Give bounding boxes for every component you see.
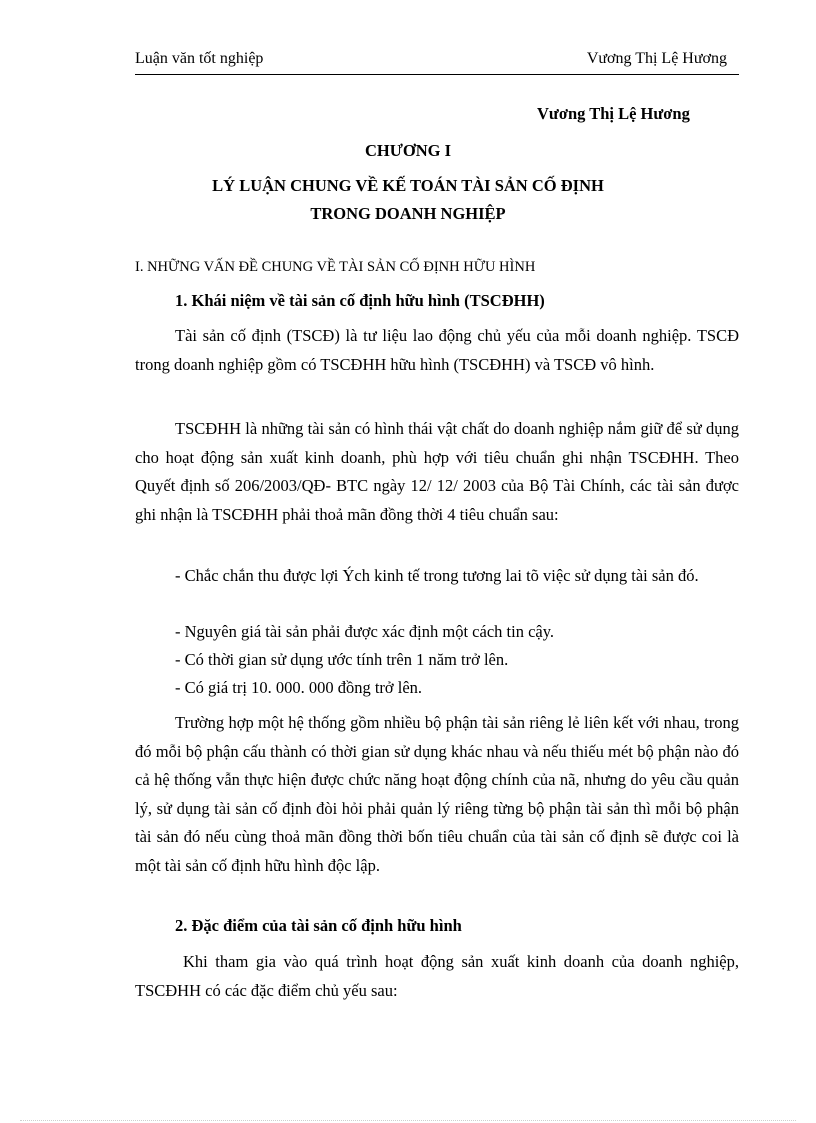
paragraph-1: Tài sản cố định (TSCĐ) là tư liệu lao động chủ yếu của mỗi doanh nghiệp. TSCĐ trong doanh nghiệp gồm có TSCĐHH hữu hình (TSCĐHH) và TSCĐ vô hình. [135,326,739,374]
page-bottom-divider [20,1120,796,1121]
chapter-title-line-1: LÝ LUẬN CHUNG VỀ KẾ TOÁN TÀI SẢN CỐ ĐỊNH [212,176,604,195]
page-header [135,48,739,75]
author-name: Vương Thị Lệ Hương [537,104,690,123]
chapter-number: CHƯƠNG I [364,141,451,160]
header-thesis-label: Luận văn tốt nghiệp [135,50,264,67]
criteria-item-2: - Nguyên giá tài sản phải được xác định một cách tin cậy. [175,622,555,641]
header-author-name: Vương Thị Lệ Hương [586,50,727,67]
criteria-item-1: - Chắc chắn thu được lợi Ých kinh tế trong tương lai tõ việc sử dụng tài sản đó. [175,566,699,585]
section-heading: I. NHỮNG VẤN ĐỀ CHUNG VỀ TÀI SẢN CỐ ĐỊNH HỮU HÌNH [135,259,536,275]
subsection-heading-2: 2. Đặc điểm của tài sản cố định hữu hình [175,916,462,935]
paragraph-3: Trường hợp một hệ thống gồm nhiều bộ phận tài sản riêng lẻ liên kết với nhau, trong đó mỗi bộ phận cấu thành có thời gian sử dụng khác nhau và nếu thiếu mét bộ phận nào đó cả hệ thống vẫn thực hiện được chức năng hoạt động chính của nã, nhưng do yêu cầu quản lý, sử dụng tài sản cố định đòi hỏi phải quản lý riêng từng bộ phận tài sản thì mỗi bộ phận tài sản đó nếu cùng thoả mãn đồng thời bốn tiêu chuẩn của tài sản cố định sẽ được coi là một tài sản cố định hữu hình độc lập. [135,713,739,875]
paragraph-2: TSCĐHH là những tài sản có hình thái vật chất do doanh nghiệp nắm giữ để sử dụng cho hoạt động sản xuất kinh doanh, phù hợp với tiêu chuẩn ghi nhận TSCĐHH. Theo Quyết định số 206/2003/QĐ- BTC ngày 12/ 12/ 2003 của Bộ Tài Chính, các tài sản được ghi nhận là TSCĐHH phải thoả mãn đồng thời 4 tiêu chuẩn sau: [135,419,739,524]
criteria-item-3: - Có thời gian sử dụng ước tính trên 1 năm trở lên. [175,650,509,669]
criteria-item-4: - Có giá trị 10. 000. 000 đồng trở lên. [175,678,423,697]
paragraph-4: Khi tham gia vào quá trình hoạt động sản xuất kinh doanh của doanh nghiệp, TSCĐHH có các đặc điểm chủ yếu sau: [135,952,739,1000]
subsection-heading-1: 1. Khái niệm về tài sản cố định hữu hình (TSCĐHH) [175,291,545,310]
chapter-title-line-2: TRONG DOANH NGHIỆP [310,204,506,223]
